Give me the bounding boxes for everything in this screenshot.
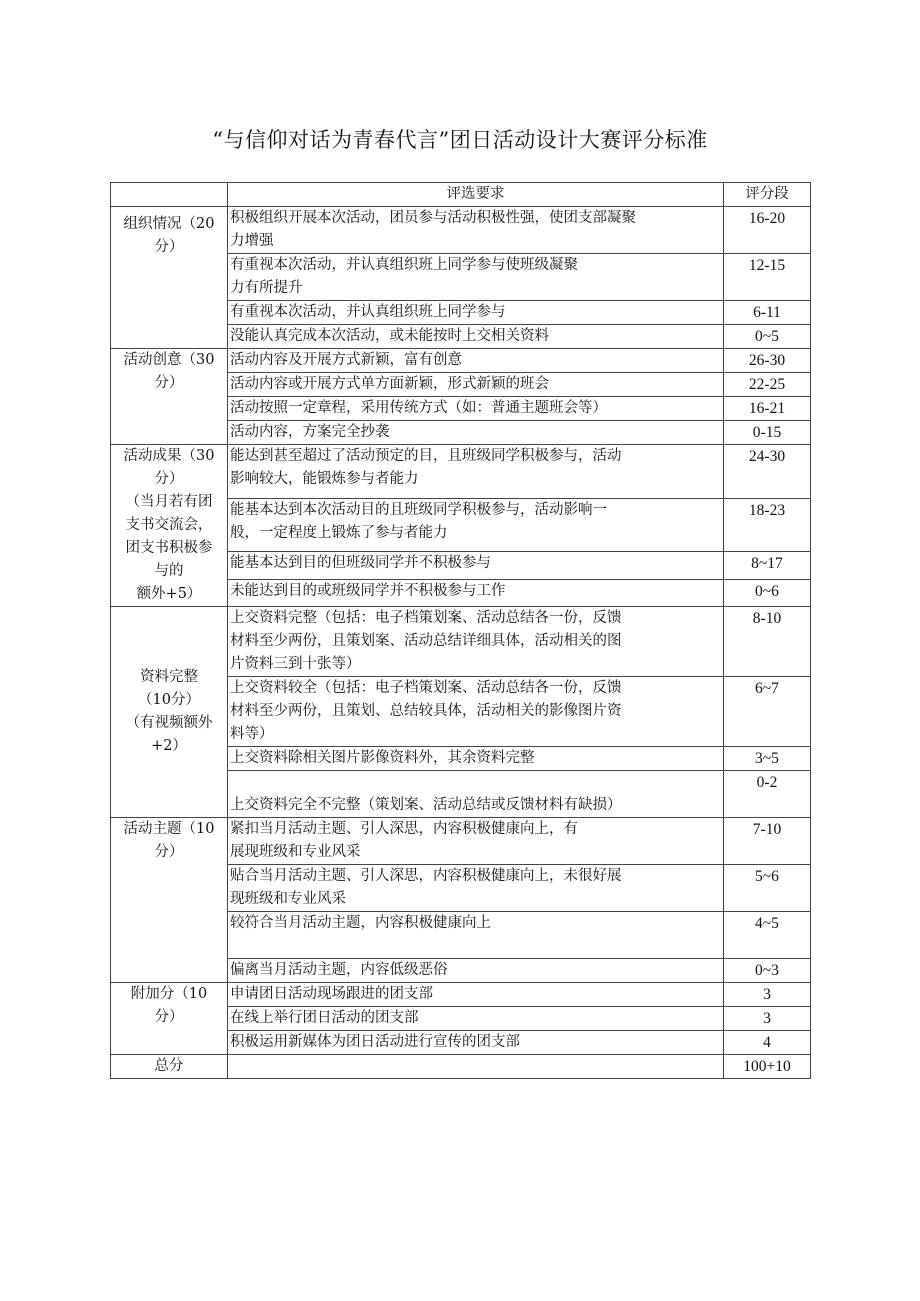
text-line: 分） (154, 471, 184, 487)
text-line: 贴合当月活动主题、引人深思，内容积极健康向上，未很好展 (230, 868, 622, 884)
text-line: 分） (154, 375, 184, 391)
text-line: 团支书积极参 (125, 540, 213, 556)
criteria-cell (228, 607, 724, 677)
table-row (111, 607, 811, 677)
criteria-cell (228, 865, 724, 912)
score-cell: 8-10 (724, 607, 811, 677)
text-line: （有视频额外 (125, 715, 213, 731)
total-score: 100+10 (724, 1055, 811, 1079)
text-line: 料等） (230, 726, 274, 742)
criteria-cell (228, 959, 724, 983)
text-line: 偏离当月活动主题，内容低级恶俗 (230, 962, 448, 978)
text-line: 活动内容及开展方式新颖，富有创意 (230, 352, 462, 368)
score-cell: 4 (724, 1031, 811, 1055)
score-cell: 12-15 (724, 254, 811, 301)
text-line: 活动内容，方案完全抄袭 (230, 424, 390, 440)
criteria-cell (228, 1007, 724, 1031)
criteria-cell (228, 912, 724, 959)
criteria-cell (228, 677, 724, 747)
criteria-cell (228, 445, 724, 499)
text-line: +2） (151, 738, 187, 754)
table-row (111, 349, 811, 373)
score-cell: 22-25 (724, 373, 811, 397)
text-line: 积极运用新媒体为团日活动进行宣传的团支部 (230, 1034, 520, 1050)
text-line: 影响较大，能锻炼参与者能力 (230, 471, 419, 487)
criteria-cell (228, 254, 724, 301)
score-cell: 26-30 (724, 349, 811, 373)
header-score: 评分段 (724, 183, 811, 207)
text-line: 材料至少两份，且策划、总结较具体，活动相关的影像图片资 (230, 703, 622, 719)
text-line: 额外+5） (136, 586, 202, 602)
table-body (111, 207, 811, 1079)
score-cell: 0-15 (724, 421, 811, 445)
criteria-cell (228, 207, 724, 254)
score-cell: 16-21 (724, 397, 811, 421)
score-cell: 5~6 (724, 865, 811, 912)
text-line: 力有所提升 (230, 280, 303, 296)
score-cell: 7-10 (724, 818, 811, 865)
text-line: 活动内容或开展方式单方面新颖，形式新颖的班会 (230, 376, 549, 392)
text-line: 展现班级和专业风采 (230, 844, 361, 860)
criteria-cell (228, 552, 724, 579)
text-line: 上交资料完整（包括：电子档策划案、活动总结各一份，反馈 (230, 610, 622, 626)
text-line (230, 935, 721, 958)
criteria-cell (228, 349, 724, 373)
text-line: 能达到甚至超过了活动预定的目，且班级同学积极参与，活动 (230, 448, 622, 464)
table-row (111, 983, 811, 1007)
score-cell: 3~5 (724, 747, 811, 771)
criteria-cell (228, 747, 724, 771)
text-line: 较符合当月活动主题，内容积极健康向上 (230, 915, 491, 931)
text-line: 分） (154, 844, 184, 860)
score-cell: 0~3 (724, 959, 811, 983)
text-line: 组织情况（20 (123, 216, 215, 232)
text-line: 未能达到目的或班级同学并不积极参与工作 (230, 582, 506, 599)
text-line: 分） (154, 239, 184, 255)
text-line: 材料至少两份，且策划案、活动总结详细具体，活动相关的图 (230, 633, 622, 649)
score-cell: 0~5 (724, 325, 811, 349)
text-line: 有重视本次活动，并认真组织班上同学参与使班级凝聚 (230, 257, 578, 273)
text-line: 资料完整 (140, 669, 198, 685)
score-cell: 0~6 (724, 579, 811, 606)
text-line: 上交资料较全（包括：电子档策划案、活动总结各一份，反馈 (230, 680, 622, 696)
text-line: （当月若有团 (125, 494, 213, 510)
text-line: 片资料三到十张等） (230, 656, 361, 672)
text-line: 上交资料完全不完整（策划案、活动总结或反馈材料有缺损） (230, 797, 622, 813)
text-line: 力增强 (230, 233, 274, 249)
score-cell: 3 (724, 1007, 811, 1031)
text-line: 活动主题（10 (123, 821, 215, 837)
category-cell (111, 349, 228, 445)
text-line: 般，一定程度上锻炼了参与者能力 (230, 524, 448, 541)
total-row (111, 1055, 811, 1079)
text-line: 活动按照一定章程，采用传统方式（如：普通主题班会等） (230, 400, 607, 416)
total-label: 总分 (111, 1055, 228, 1079)
criteria-cell (228, 301, 724, 325)
criteria-cell (228, 983, 724, 1007)
score-cell: 4~5 (724, 912, 811, 959)
page-title: “与信仰对话为青春代言”团日活动设计大赛评分标准 (212, 128, 708, 152)
text-line: 申请团日活动现场跟进的团支部 (230, 986, 433, 1002)
score-cell: 24-30 (724, 445, 811, 499)
scoring-table (110, 182, 811, 1079)
text-line: 能基本达到目的但班级同学并不积极参与 (230, 555, 491, 572)
score-cell: 16-20 (724, 207, 811, 254)
score-cell: 0-2 (724, 771, 811, 818)
text-line: （10分） (138, 692, 200, 708)
score-cell: 18-23 (724, 498, 811, 552)
category-cell (111, 207, 228, 349)
criteria-cell (228, 325, 724, 349)
category-cell (111, 445, 228, 607)
text-line: 上交资料除相关图片影像资料外，其余资料完整 (230, 750, 535, 766)
criteria-cell (228, 818, 724, 865)
criteria-cell (228, 579, 724, 606)
category-cell (111, 983, 228, 1055)
text-line: 分） (154, 1009, 184, 1025)
criteria-cell (228, 373, 724, 397)
text-line: 与的 (154, 563, 184, 579)
table-row (111, 207, 811, 254)
criteria-cell (228, 421, 724, 445)
table-row (111, 818, 811, 865)
header-criteria: 评选要求 (228, 183, 724, 207)
header-category (111, 183, 228, 207)
table-header-row (111, 183, 811, 207)
criteria-cell (228, 1031, 724, 1055)
text-line: 积极组织开展本次活动，团员参与活动积极性强，使团支部凝聚 (230, 210, 636, 226)
score-cell: 8~17 (724, 552, 811, 579)
score-cell: 6~7 (724, 677, 811, 747)
text-line: 没能认真完成本次活动，或未能按时上交相关资料 (230, 328, 549, 344)
criteria-cell (228, 498, 724, 552)
text-line: 活动创意（30 (123, 352, 215, 368)
table-row (111, 445, 811, 499)
total-criteria (228, 1055, 724, 1079)
text-line: 活动成果（30 (123, 448, 215, 464)
category-cell (111, 607, 228, 818)
text-line: 支书交流会， (125, 517, 213, 533)
text-line: 附加分（10 (130, 986, 208, 1002)
text-line: 现班级和专业风采 (230, 891, 346, 907)
criteria-cell (228, 397, 724, 421)
text-line: 紧扣当月活动主题、引人深思，内容积极健康向上，有 (230, 821, 578, 837)
text-line (230, 771, 721, 794)
text-line: 能基本达到本次活动目的且班级同学积极参与，活动影响一 (230, 501, 607, 518)
text-line: 有重视本次活动，并认真组织班上同学参与 (230, 304, 506, 320)
category-cell (111, 818, 228, 983)
criteria-cell (228, 771, 724, 818)
text-line: 在线上举行团日活动的团支部 (230, 1010, 419, 1026)
score-cell: 6-11 (724, 301, 811, 325)
score-cell: 3 (724, 983, 811, 1007)
